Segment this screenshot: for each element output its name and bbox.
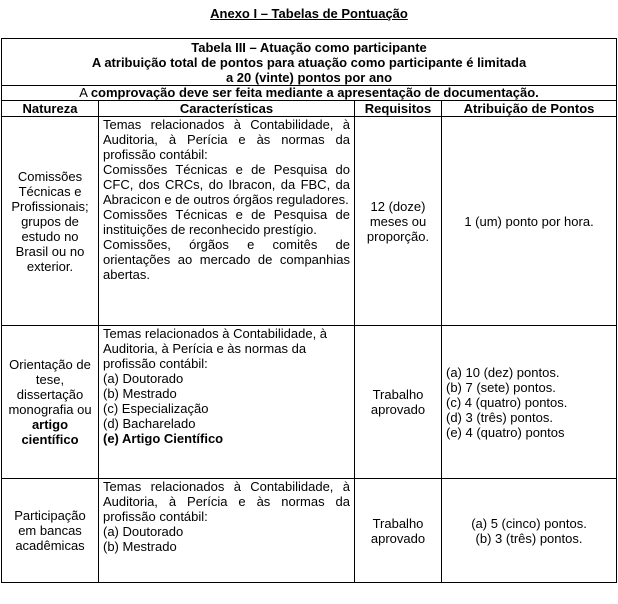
table-title-line2: A atribuição total de pontos para atuação como participante é limitada bbox=[91, 55, 527, 70]
row2-carac-item: (d) Bacharelado bbox=[103, 416, 196, 431]
row2-requisitos: Trabalho aprovado bbox=[355, 326, 442, 479]
row1-pontos: 1 (um) ponto por hora. bbox=[442, 117, 617, 326]
table-note bbox=[2, 86, 617, 101]
col-header-requisitos: Requisitos bbox=[355, 101, 442, 117]
row2-natureza-text: Orientação de tese, dissertação monografia ou bbox=[8, 357, 92, 417]
row2-caracteristicas bbox=[99, 326, 355, 479]
row2-pontos-item: (d) 3 (três) pontos. bbox=[446, 409, 553, 425]
row1-caracteristicas bbox=[99, 117, 355, 326]
row2-carac-item: (a) Doutorado bbox=[103, 371, 184, 386]
row2-natureza bbox=[2, 326, 99, 479]
row2-pontos-item: (a) 10 (dez) pontos. bbox=[446, 364, 560, 380]
row2-carac-intro: Temas relacionados à Contabilidade, à Auditoria, à Perícia e às normas da profissão contábil: bbox=[103, 326, 328, 371]
row2-pontos-item: (e) 4 (quatro) pontos bbox=[446, 424, 565, 440]
table-title-line1: Tabela III – Atuação como participante bbox=[191, 40, 427, 55]
table-title-line3: a 20 (vinte) pontos por ano bbox=[225, 70, 393, 85]
row3-carac-item: (a) Doutorado bbox=[103, 524, 184, 539]
row3-carac-item: (b) Mestrado bbox=[103, 539, 177, 554]
row3-pontos-item: (a) 5 (cinco) pontos. bbox=[471, 515, 587, 531]
row2-pontos-item: (c) 4 (quatro) pontos. bbox=[446, 394, 568, 410]
row3-requisitos: Trabalho aprovado bbox=[355, 479, 442, 583]
table-row bbox=[2, 479, 617, 583]
row2-pontos bbox=[442, 326, 617, 479]
table-row bbox=[2, 117, 617, 326]
annex-title: Anexo I – Tabelas de Pontuação bbox=[210, 6, 408, 21]
row1-carac-line: Comissões Técnicas e de Pesquisa do CFC, dos CRCs, do Ibracon, da FBC, da Abracicon e de outros órgãos reguladores. bbox=[103, 162, 350, 207]
table-note-row bbox=[2, 86, 617, 101]
row1-natureza: Comissões Técnicas e Profissionais; grupos de estudo no Brasil ou no exterior. bbox=[2, 117, 99, 326]
row3-pontos-item: (b) 3 (três) pontos. bbox=[475, 530, 583, 546]
col-header-caracteristicas: Características bbox=[99, 101, 355, 117]
row3-carac-intro: Temas relacionados à Contabilidade, à Auditoria, à Perícia e às normas da profissão contábil: bbox=[103, 479, 350, 524]
row2-carac-bold-item: (e) Artigo Científico bbox=[103, 431, 224, 446]
row1-carac-line: Comissões, órgãos e comitês de orientações ao mercado de companhias abertas. bbox=[103, 237, 350, 282]
table-row bbox=[2, 326, 617, 479]
table-title-row bbox=[2, 39, 617, 86]
row3-pontos bbox=[442, 479, 617, 583]
col-header-pontos: Atribuição de Pontos bbox=[442, 101, 617, 117]
points-table bbox=[1, 38, 617, 583]
row2-natureza-bold: artigo científico bbox=[21, 417, 79, 447]
row3-caracteristicas bbox=[99, 479, 355, 583]
row1-requisitos: 12 (doze) meses ou proporção. bbox=[355, 117, 442, 326]
note-bold: comprovação deve ser feita mediante a apresentação de documentação. bbox=[90, 85, 539, 100]
row1-carac-line: Temas relacionados à Contabilidade, à Auditoria, à Perícia e às normas da profissão contábil: bbox=[103, 117, 350, 162]
row1-carac-line: Comissões Técnicas e de Pesquisa de instituições de reconhecido prestígio. bbox=[103, 207, 350, 237]
table-title bbox=[2, 39, 617, 86]
note-prefix: A bbox=[79, 85, 91, 100]
col-header-natureza: Natureza bbox=[2, 101, 99, 117]
row2-pontos-item: (b) 7 (sete) pontos. bbox=[446, 379, 556, 395]
row3-natureza: Participação em bancas acadêmicas bbox=[2, 479, 99, 583]
row2-carac-item: (b) Mestrado bbox=[103, 386, 177, 401]
row2-carac-item: (c) Especialização bbox=[103, 401, 209, 416]
column-header-row bbox=[2, 101, 617, 117]
